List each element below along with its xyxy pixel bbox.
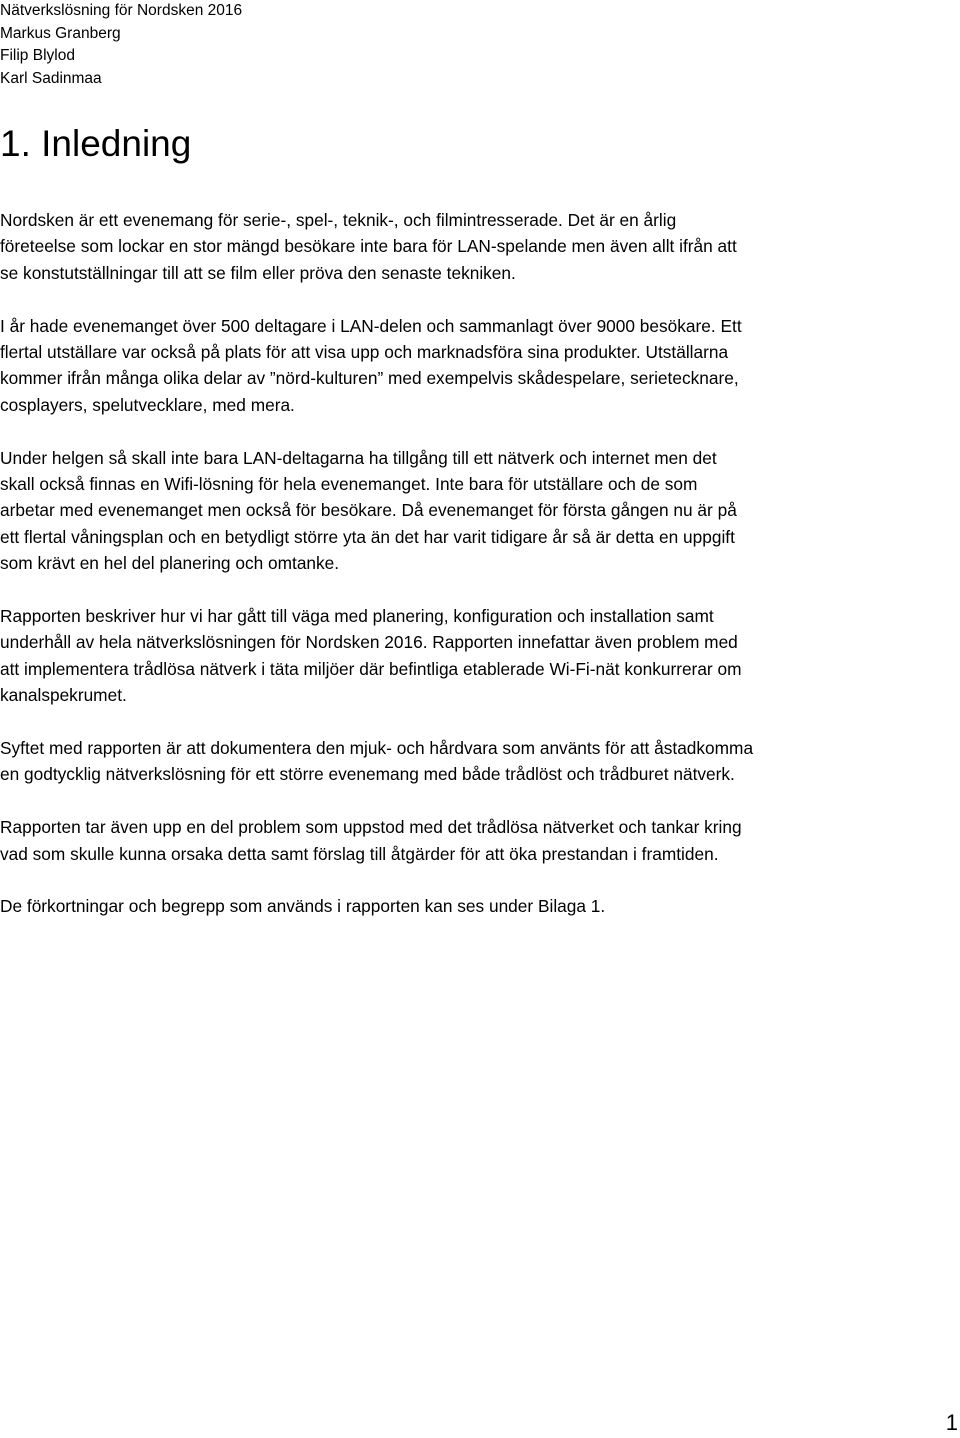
text-line: De förkortningar och begrepp som används i rapporten kan ses under Bilaga 1. [0, 896, 606, 917]
author-name: Markus Granberg [0, 24, 121, 42]
text-line: kommer ifrån många olika delar av ”nörd-kulturen” med exempelvis skådespelare, serietecknare, [0, 368, 739, 389]
text-line: som krävt en hel del planering och omtanke. [0, 553, 340, 574]
paragraph [0, 735, 900, 788]
text-line: arbetar med evenemanget men också för besökare. Då evenemanget för första gången nu är på [0, 500, 737, 521]
document-body [0, 207, 900, 946]
text-line: vad som skulle kunna orsaka detta samt förslag till åtgärder för att öka prestandan i framtiden. [0, 843, 719, 864]
document-header [0, 0, 400, 90]
paragraph [0, 313, 900, 419]
text-line: underhåll av hela nätverkslösningen för Nordsken 2016. Rapporten innefattar även problem med [0, 632, 738, 653]
text-line: en godtycklig nätverkslösning för ett större evenemang med både trådlöst och trådburet nätverk. [0, 764, 735, 785]
paragraph [0, 445, 900, 577]
paragraph [0, 207, 900, 286]
author-name: Karl Sadinmaa [0, 69, 102, 87]
text-line: flertal utställare var också på plats för att visa upp och marknadsföra sina produkter. Utställarna [0, 342, 729, 363]
paragraph [0, 893, 900, 919]
author-name: Filip Blylod [0, 47, 75, 65]
text-line: I år hade evenemanget över 500 deltagare i LAN-delen och sammanlagt över 9000 besökare. Ett [0, 315, 742, 336]
text-line: Nordsken är ett evenemang för serie-, spel-, teknik-, och filmintresserade. Det är en årlig [0, 210, 677, 230]
paragraph [0, 814, 900, 867]
text-line: att implementera trådlösa nätverk i täta miljöer där befintliga etablerade Wi-Fi-nät konkurrerar om [0, 658, 742, 679]
section-heading: 1. Inledning [0, 123, 192, 164]
text-line: se konstutställningar till att se film eller pröva den senaste tekniken. [0, 262, 516, 283]
text-line: Under helgen så skall inte bara LAN-deltagarna ha tillgång till ett nätverk och internet men det [0, 447, 717, 468]
text-line: cosplayers, spelutvecklare, med mera. [0, 394, 295, 415]
text-line: Syftet med rapporten är att dokumentera den mjuk- och hårdvara som använts för att åstadkomma [0, 738, 754, 759]
text-line: ett flertal våningsplan och en betydligt större yta än det har varit tidigare år så är detta en uppgift [0, 526, 735, 547]
text-line: Rapporten beskriver hur vi har gått till väga med planering, konfiguration och installation samt [0, 606, 714, 627]
text-line: kanalspekrumet. [0, 685, 127, 706]
paragraph [0, 603, 900, 709]
document-title: Nätverkslösning för Nordsken 2016 [0, 2, 243, 19]
text-line: Rapporten tar även upp en del problem som uppstod med det trådlösa nätverket och tankar kring [0, 817, 742, 838]
text-line: skall också finnas en Wifi-lösning för hela evenemanget. Inte bara för utställare och de som [0, 474, 698, 495]
text-line: företeelse som lockar en stor mängd besökare inte bara för LAN-spelande men även allt ifrån att [0, 236, 737, 257]
page-number: 1 [945, 1410, 958, 1435]
